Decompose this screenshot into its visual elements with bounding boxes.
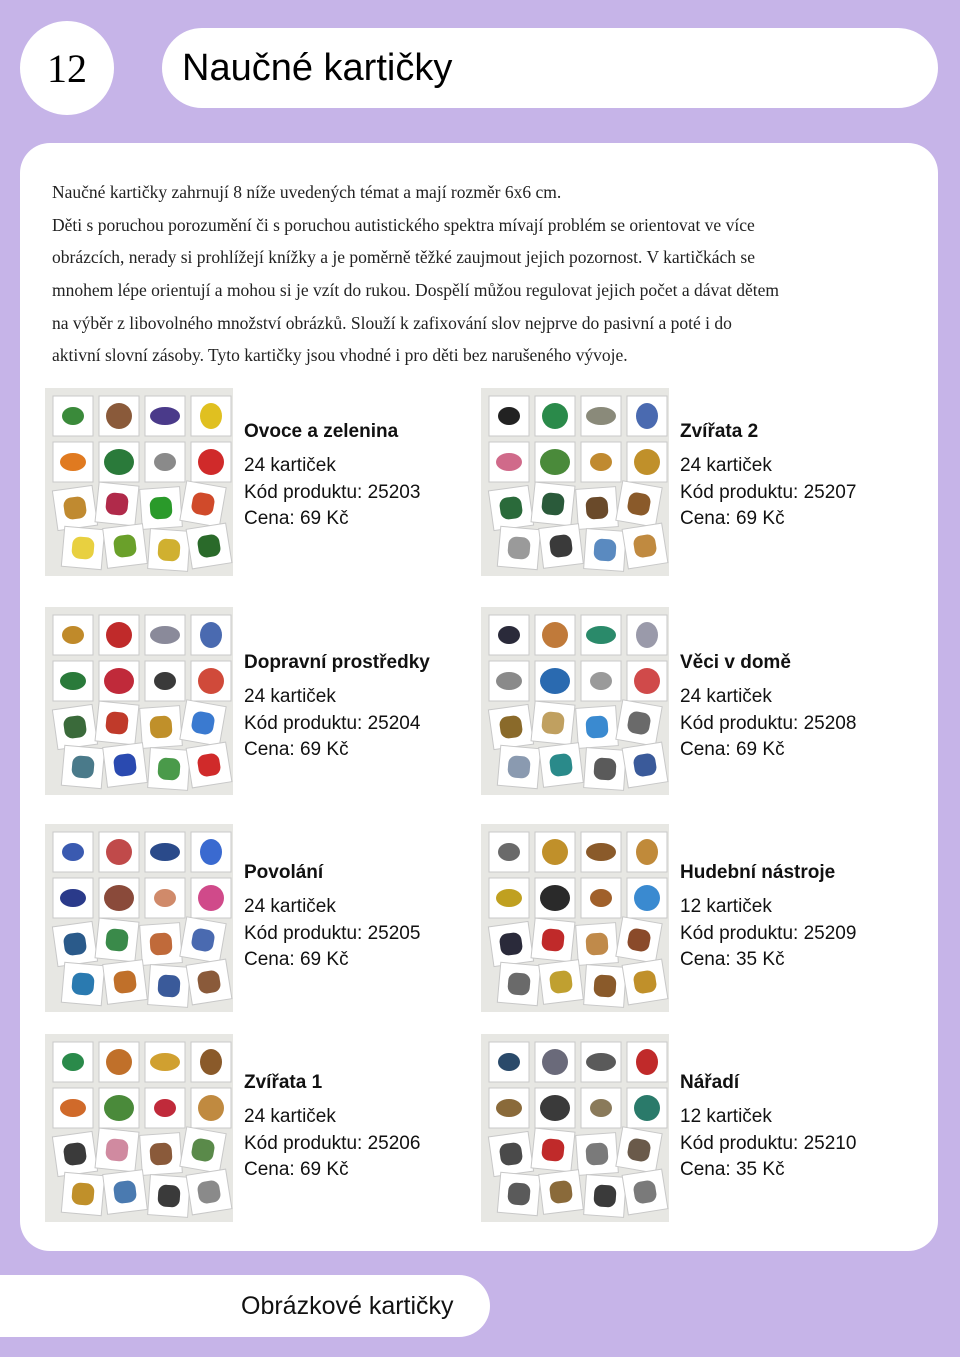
picture-card <box>581 1088 621 1128</box>
product-name: Povolání <box>244 862 324 883</box>
intro-line: Děti s poruchou porozumění či s poruchou autistického spektra mívají problém se orientovat ve více <box>52 214 755 235</box>
picture-card <box>145 396 185 436</box>
product-photo <box>481 607 669 795</box>
picture-card <box>145 442 185 482</box>
product-card <box>45 388 475 576</box>
product-info <box>680 421 920 535</box>
product-price: Cena: 69 Kč <box>244 739 349 761</box>
picture-card <box>627 832 667 872</box>
intro-line: mnohem lépe orientují a mohou si je vzít do rukou. Dospělí můžou regulovat jejich počet a dávat dětem <box>52 280 780 301</box>
picture-card <box>581 615 621 655</box>
product-name: Hudební nástroje <box>680 862 836 883</box>
picture-card <box>488 921 533 966</box>
picture-card <box>95 701 139 745</box>
picture-card <box>52 1131 97 1176</box>
picture-card <box>616 917 662 963</box>
picture-card <box>535 396 575 436</box>
picture-card <box>622 959 668 1005</box>
product-photo <box>481 388 669 576</box>
picture-card <box>627 878 667 918</box>
product-card <box>45 607 475 795</box>
product-info <box>680 652 920 766</box>
picture-card <box>61 745 104 788</box>
picture-card <box>497 745 540 788</box>
product-name: Ovoce a zelenina <box>244 421 399 442</box>
product-code: Kód produktu: 25204 <box>244 712 421 734</box>
picture-card <box>584 1175 627 1218</box>
product-count: 24 kartiček <box>244 1106 336 1127</box>
picture-card <box>488 1131 533 1176</box>
product-code: Kód produktu: 25210 <box>680 1132 857 1154</box>
picture-card <box>140 1133 183 1176</box>
picture-card <box>103 524 148 569</box>
product-info <box>244 862 484 976</box>
picture-card <box>53 878 93 918</box>
product-price: Cena: 69 Kč <box>244 508 349 530</box>
intro-line: aktivní slovní zásoby. Tyto kartičky jsou vhodné i pro děti bez narušeného vývoje. <box>52 345 628 366</box>
product-photo <box>45 607 233 795</box>
product-price: Cena: 35 Kč <box>680 1159 785 1181</box>
picture-card <box>140 706 183 749</box>
picture-card <box>581 832 621 872</box>
picture-card <box>145 832 185 872</box>
picture-card <box>584 748 627 791</box>
picture-card <box>489 832 529 872</box>
product-name: Zvířata 2 <box>680 421 759 442</box>
picture-card <box>95 482 139 526</box>
intro-text <box>52 176 922 372</box>
picture-card <box>539 960 584 1005</box>
footer-label: Obrázkové kartičky <box>0 1275 490 1337</box>
page-title: Naučné kartičky <box>162 28 938 108</box>
product-name: Věci v domě <box>680 652 791 673</box>
picture-card <box>488 704 533 749</box>
picture-card <box>180 917 226 963</box>
picture-card <box>622 523 668 569</box>
card-collage <box>481 1034 669 1222</box>
picture-card <box>627 442 667 482</box>
picture-card <box>535 1042 575 1082</box>
picture-card <box>191 878 231 918</box>
picture-card <box>99 832 139 872</box>
product-code: Kód produktu: 25206 <box>244 1132 421 1154</box>
picture-card <box>99 1088 139 1128</box>
picture-card <box>627 661 667 701</box>
picture-card <box>186 959 232 1005</box>
product-price: Cena: 69 Kč <box>244 949 349 971</box>
picture-card <box>531 482 575 526</box>
picture-card <box>489 442 529 482</box>
picture-card <box>53 396 93 436</box>
card-collage <box>45 1034 233 1222</box>
picture-card <box>576 487 619 530</box>
picture-card <box>52 921 97 966</box>
card-collage <box>45 388 233 576</box>
picture-card <box>191 1042 231 1082</box>
intro-line: obrázcích, nerady si prohlížejí knížky a je poměrně těžké zaujmout jejich pozornost. V kartičkách se <box>52 247 755 268</box>
picture-card <box>180 1127 226 1173</box>
product-info <box>680 862 920 976</box>
picture-card <box>191 832 231 872</box>
picture-card <box>531 701 575 745</box>
picture-card <box>627 1042 667 1082</box>
picture-card <box>53 1042 93 1082</box>
picture-card <box>61 1172 104 1215</box>
picture-card <box>145 1088 185 1128</box>
product-price: Cena: 69 Kč <box>680 508 785 530</box>
product-photo <box>45 824 233 1012</box>
picture-card <box>576 1133 619 1176</box>
card-collage <box>45 607 233 795</box>
picture-card <box>576 706 619 749</box>
picture-card <box>581 661 621 701</box>
product-photo <box>45 388 233 576</box>
picture-card <box>53 661 93 701</box>
picture-card <box>103 960 148 1005</box>
picture-card <box>61 962 104 1005</box>
product-name: Dopravní prostředky <box>244 652 430 673</box>
picture-card <box>53 1088 93 1128</box>
card-collage <box>481 388 669 576</box>
picture-card <box>489 878 529 918</box>
product-price: Cena: 35 Kč <box>680 949 785 971</box>
product-count: 24 kartiček <box>244 686 336 707</box>
product-info <box>244 421 484 535</box>
intro-line: na výběr z libovolného množství obrázků. Slouží k zafixování slov nejprve do pasivní a poté i do <box>52 312 732 333</box>
picture-card <box>99 615 139 655</box>
picture-card <box>145 1042 185 1082</box>
picture-card <box>627 1088 667 1128</box>
product-name: Zvířata 1 <box>244 1072 323 1093</box>
picture-card <box>622 1169 668 1215</box>
picture-card <box>99 442 139 482</box>
picture-card <box>627 396 667 436</box>
product-card <box>481 388 911 576</box>
product-count: 24 kartiček <box>244 896 336 917</box>
picture-card <box>539 1170 584 1215</box>
product-info <box>244 652 484 766</box>
product-count: 12 kartiček <box>680 1106 772 1127</box>
picture-card <box>180 481 226 527</box>
picture-card <box>186 523 232 569</box>
picture-card <box>53 615 93 655</box>
picture-card <box>576 923 619 966</box>
picture-card <box>497 526 540 569</box>
picture-card <box>53 442 93 482</box>
product-card <box>45 824 475 1012</box>
picture-card <box>103 1170 148 1215</box>
picture-card <box>99 396 139 436</box>
product-code: Kód produktu: 25207 <box>680 481 857 503</box>
product-price: Cena: 69 Kč <box>244 1159 349 1181</box>
product-card <box>45 1034 475 1222</box>
picture-card <box>535 442 575 482</box>
picture-card <box>148 529 191 572</box>
picture-card <box>497 962 540 1005</box>
picture-card <box>140 923 183 966</box>
product-card <box>481 607 911 795</box>
picture-card <box>145 878 185 918</box>
picture-card <box>61 526 104 569</box>
picture-card <box>52 704 97 749</box>
picture-card <box>488 485 533 530</box>
picture-card <box>497 1172 540 1215</box>
picture-card <box>535 878 575 918</box>
product-photo <box>45 1034 233 1222</box>
product-count: 24 kartiček <box>680 686 772 707</box>
picture-card <box>627 615 667 655</box>
picture-card <box>99 878 139 918</box>
picture-card <box>95 1128 139 1172</box>
intro-line: Naučné kartičky zahrnují 8 níže uvedených témat a mají rozměr 6x6 cm. <box>52 182 562 202</box>
picture-card <box>145 661 185 701</box>
picture-card <box>191 1088 231 1128</box>
picture-card <box>581 396 621 436</box>
picture-card <box>581 442 621 482</box>
picture-card <box>489 1042 529 1082</box>
product-code: Kód produktu: 25205 <box>244 922 421 944</box>
card-collage <box>45 824 233 1012</box>
product-card <box>481 824 911 1012</box>
picture-card <box>186 742 232 788</box>
picture-card <box>616 700 662 746</box>
picture-card <box>581 878 621 918</box>
picture-card <box>531 918 575 962</box>
picture-card <box>622 742 668 788</box>
picture-card <box>581 1042 621 1082</box>
picture-card <box>145 615 185 655</box>
content-panel <box>20 143 938 1251</box>
product-code: Kód produktu: 25209 <box>680 922 857 944</box>
picture-card <box>140 487 183 530</box>
product-count: 24 kartiček <box>244 455 336 476</box>
card-collage <box>481 607 669 795</box>
picture-card <box>535 832 575 872</box>
product-card <box>481 1034 911 1222</box>
picture-card <box>191 661 231 701</box>
product-info <box>244 1072 484 1186</box>
picture-card <box>95 918 139 962</box>
picture-card <box>52 485 97 530</box>
picture-card <box>103 743 148 788</box>
picture-card <box>148 965 191 1008</box>
picture-card <box>148 1175 191 1218</box>
picture-card <box>180 700 226 746</box>
product-code: Kód produktu: 25208 <box>680 712 857 734</box>
product-price: Cena: 69 Kč <box>680 739 785 761</box>
product-name: Nářadí <box>680 1072 740 1093</box>
picture-card <box>616 481 662 527</box>
product-count: 12 kartiček <box>680 896 772 917</box>
picture-card <box>535 1088 575 1128</box>
picture-card <box>99 661 139 701</box>
picture-card <box>191 396 231 436</box>
picture-card <box>148 748 191 791</box>
picture-card <box>584 529 627 572</box>
picture-card <box>616 1127 662 1173</box>
page-number: 12 <box>20 21 114 115</box>
product-code: Kód produktu: 25203 <box>244 481 421 503</box>
product-photo <box>481 1034 669 1222</box>
product-info <box>680 1072 920 1186</box>
picture-card <box>539 743 584 788</box>
picture-card <box>584 965 627 1008</box>
picture-card <box>53 832 93 872</box>
picture-card <box>489 1088 529 1128</box>
picture-card <box>191 442 231 482</box>
picture-card <box>99 1042 139 1082</box>
picture-card <box>489 615 529 655</box>
picture-card <box>191 615 231 655</box>
picture-card <box>186 1169 232 1215</box>
product-photo <box>481 824 669 1012</box>
product-count: 24 kartiček <box>680 455 772 476</box>
picture-card <box>535 615 575 655</box>
picture-card <box>535 661 575 701</box>
picture-card <box>489 396 529 436</box>
card-collage <box>481 824 669 1012</box>
picture-card <box>489 661 529 701</box>
picture-card <box>531 1128 575 1172</box>
picture-card <box>539 524 584 569</box>
